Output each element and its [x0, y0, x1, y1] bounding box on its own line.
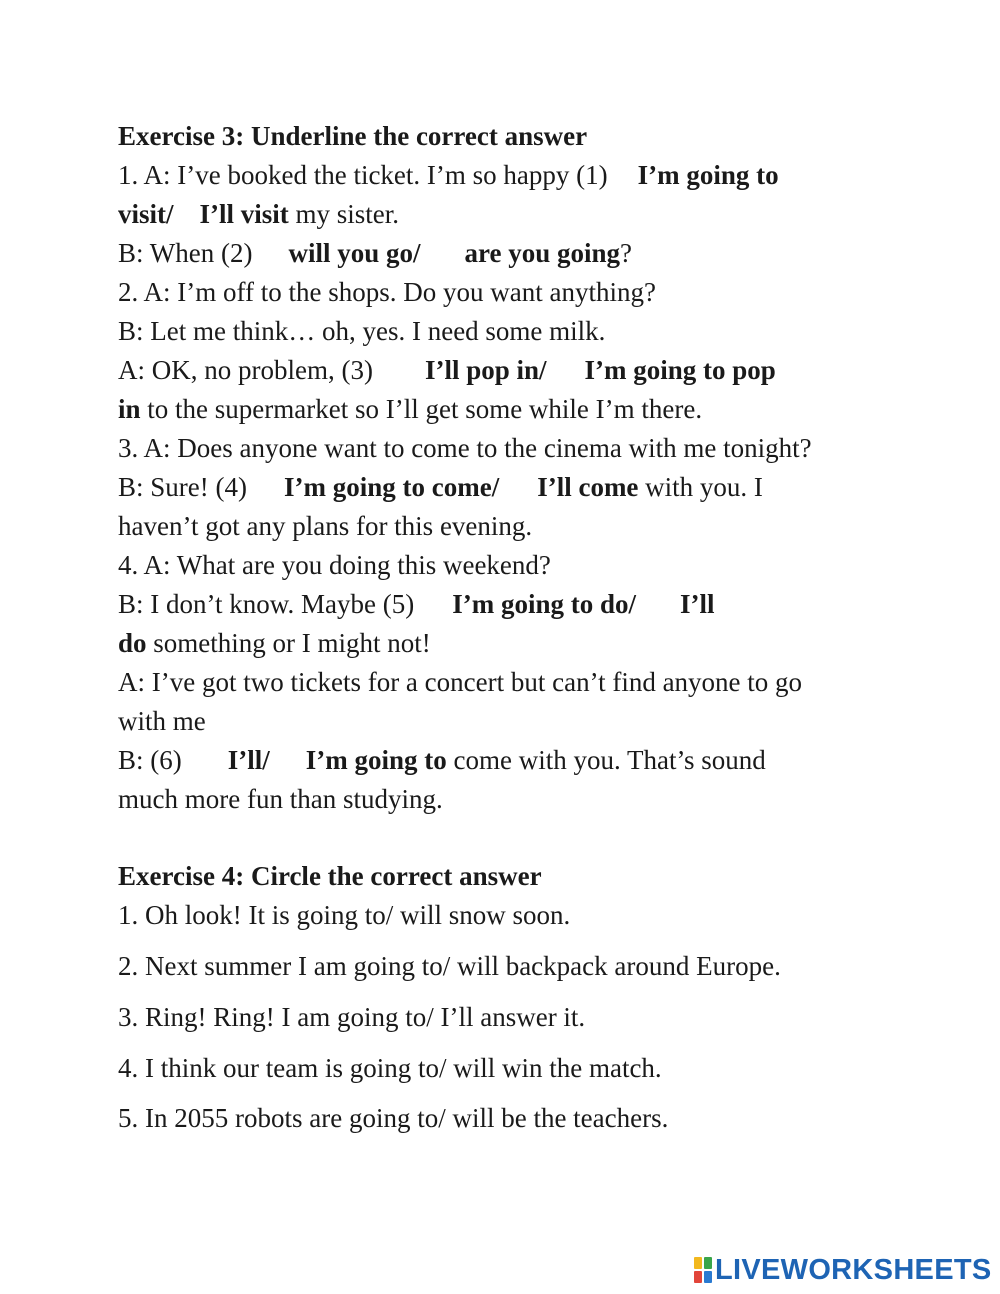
ex3-line-12 — [118, 588, 715, 620]
ex3-line-2 — [118, 198, 399, 230]
ex3-q4-option-a[interactable]: I’m going to come/ — [283, 472, 500, 502]
ex3-line-9-end: with you. I — [638, 472, 763, 502]
ex4-item-2: 2. Next summer I am going to/ will backpack around Europe. — [118, 951, 781, 981]
ex3-line-9-text: B: Sure! (4) — [118, 472, 247, 502]
ex3-line-3-end: ? — [620, 238, 633, 268]
ex3-q2-option-b[interactable]: are you going — [464, 238, 621, 268]
ex3-line-2-text: my sister. — [288, 199, 400, 229]
ex3-line-15: with me — [118, 706, 206, 736]
ex3-q2-option-a[interactable]: will you go/ — [288, 238, 421, 268]
ex4-item-3: 3. Ring! Ring! I am going to/ I’ll answer it. — [118, 1002, 586, 1032]
ex3-line-16 — [118, 744, 766, 776]
ex3-line-4: 2. A: I’m off to the shops. Do you want anything? — [118, 277, 656, 307]
ex4-item-5: 5. In 2055 robots are going to/ will be the teachers. — [118, 1103, 669, 1133]
ex3-q4-option-b[interactable]: I’ll come — [537, 472, 639, 502]
ex3-line-3-text: B: When (2) — [118, 238, 253, 268]
exercise-3-title: Exercise 3: Underline the correct answer — [118, 121, 588, 151]
liveworksheets-logo-icon — [694, 1257, 712, 1283]
ex3-q1-option-b[interactable]: I’ll visit — [199, 199, 289, 229]
liveworksheets-logo — [694, 1254, 992, 1286]
ex3-q1-option-a[interactable]: I’m going to — [637, 160, 779, 190]
ex3-line-11: 4. A: What are you doing this weekend? — [118, 550, 551, 580]
logo-text: LIVEWORKSHEETS — [715, 1253, 992, 1286]
ex3-line-6 — [118, 354, 776, 386]
ex3-line-3 — [118, 237, 632, 269]
ex3-line-9 — [118, 471, 763, 503]
ex3-line-10: haven’t got any plans for this evening. — [118, 511, 533, 541]
ex3-q6-option-a[interactable]: I’ll/ — [227, 745, 270, 775]
ex3-line-1-text: 1. A: I’ve booked the ticket. I’m so happy (1) — [118, 160, 608, 190]
ex4-item-4: 4. I think our team is going to/ will win the match. — [118, 1053, 662, 1083]
ex3-line-1 — [118, 159, 779, 191]
ex3-line-7 — [118, 393, 702, 425]
ex3-line-8: 3. A: Does anyone want to come to the cinema with me tonight? — [118, 433, 812, 463]
ex3-line-14: A: I’ve got two tickets for a concert but can’t find anyone to go — [118, 667, 803, 697]
ex3-line-13-text: something or I might not! — [146, 628, 431, 658]
ex3-q5-option-b[interactable]: I’ll — [680, 589, 715, 619]
ex3-q5-option-a[interactable]: I’m going to do/ — [452, 589, 636, 619]
ex3-q3-option-b-cont[interactable]: in — [118, 394, 141, 424]
ex3-line-16-end: come with you. That’s sound — [446, 745, 766, 775]
ex3-line-17: much more fun than studying. — [118, 784, 443, 814]
ex3-line-6-text: A: OK, no problem, (3) — [118, 355, 373, 385]
ex3-q3-option-b[interactable]: I’m going to pop — [584, 355, 776, 385]
ex3-q6-option-b[interactable]: I’m going to — [305, 745, 447, 775]
ex3-q1-option-a-cont[interactable]: visit/ — [118, 199, 174, 229]
exercise-4-title: Exercise 4: Circle the correct answer — [118, 861, 542, 891]
ex3-line-5: B: Let me think… oh, yes. I need some milk. — [118, 316, 606, 346]
ex3-q3-option-a[interactable]: I’ll pop in/ — [424, 355, 547, 385]
ex4-item-1: 1. Oh look! It is going to/ will snow soon. — [118, 900, 571, 930]
ex3-line-13 — [118, 627, 431, 659]
ex3-line-12-text: B: I don’t know. Maybe (5) — [118, 589, 415, 619]
ex3-line-16-text: B: (6) — [118, 745, 182, 775]
ex3-line-7-text: to the supermarket so I’ll get some while I’m there. — [140, 394, 703, 424]
ex3-q5-option-b-cont[interactable]: do — [118, 628, 147, 658]
